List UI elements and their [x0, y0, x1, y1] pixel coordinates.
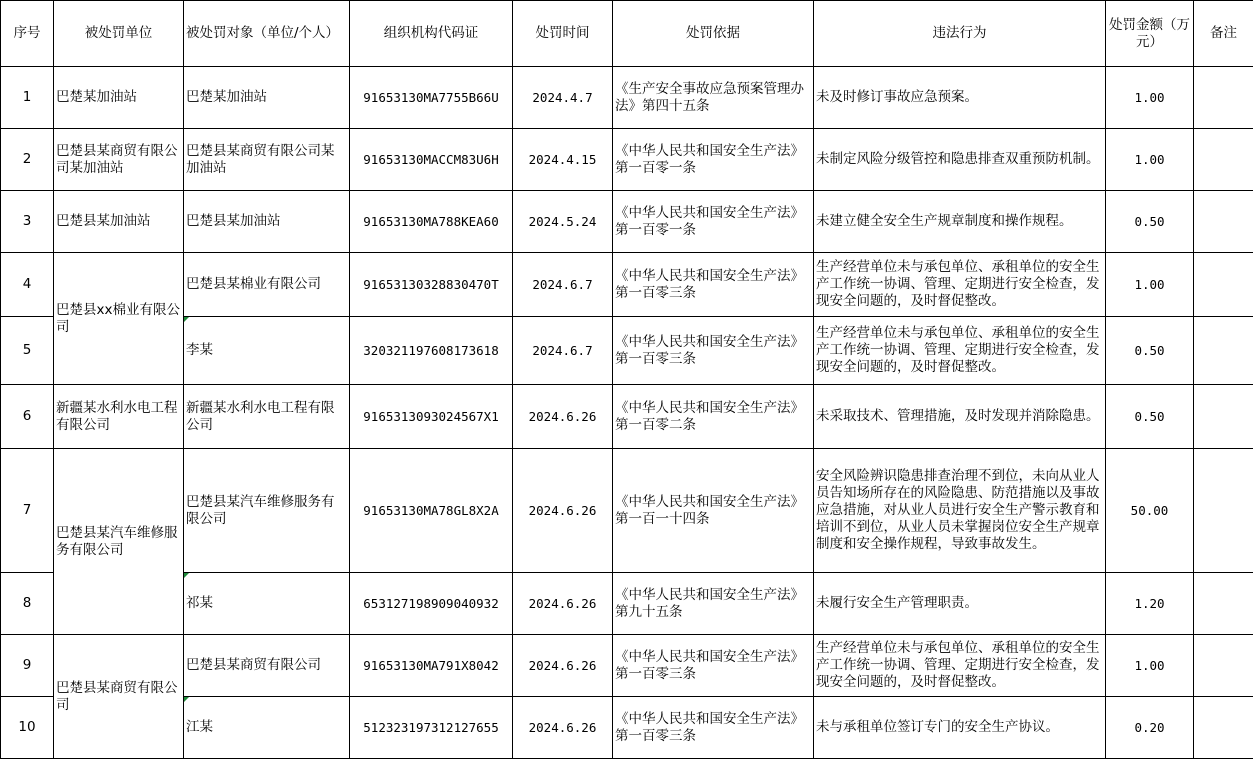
cell-note — [1194, 253, 1253, 317]
cell-violation: 未采取技术、管理措施，及时发现并消除隐患。 — [814, 385, 1106, 449]
cell-time: 2024.6.26 — [513, 697, 613, 759]
cell-note — [1194, 129, 1253, 191]
cell-unit: 新疆某水利水电工程有限公司 — [54, 385, 184, 449]
cell-violation: 未制定风险分级管控和隐患排查双重预防机制。 — [814, 129, 1106, 191]
cell-note — [1194, 697, 1253, 759]
table-row — [1, 449, 1253, 573]
table-row — [1, 129, 1253, 191]
table-row — [1, 67, 1253, 129]
cell-time: 2024.6.7 — [513, 253, 613, 317]
cell-target: 李某 — [184, 317, 350, 385]
cell-unit: 巴楚某加油站 — [54, 67, 184, 129]
cell-violation: 生产经营单位未与承包单位、承租单位的安全生产工作统一协调、管理、定期进行安全检查，发现安全问题的，及时督促整改。 — [814, 253, 1106, 317]
cell-violation: 生产经营单位未与承包单位、承租单位的安全生产工作统一协调、管理、定期进行安全检查，发现安全问题的，及时督促整改。 — [814, 317, 1106, 385]
table-row — [1, 385, 1253, 449]
cell-unit: 巴楚县某汽车维修服务有限公司 — [54, 449, 184, 635]
cell-seq: 1 — [1, 67, 54, 129]
cell-time: 2024.4.7 — [513, 67, 613, 129]
cell-unit: 巴楚县某加油站 — [54, 191, 184, 253]
cell-seq: 3 — [1, 191, 54, 253]
cell-target: 巴楚县某汽车维修服务有限公司 — [184, 449, 350, 573]
cell-target: 新疆某水利水电工程有限公司 — [184, 385, 350, 449]
cell-note — [1194, 573, 1253, 635]
header-unit: 被处罚单位 — [54, 1, 184, 67]
cell-seq: 8 — [1, 573, 54, 635]
cell-violation: 未及时修订事故应急预案。 — [814, 67, 1106, 129]
cell-seq: 2 — [1, 129, 54, 191]
cell-amount: 50.00 — [1106, 449, 1194, 573]
cell-basis: 《中华人民共和国安全生产法》第一百零三条 — [613, 253, 814, 317]
cell-target: 巴楚县某加油站 — [184, 191, 350, 253]
cell-seq: 6 — [1, 385, 54, 449]
cell-basis: 《中华人民共和国安全生产法》第一百零三条 — [613, 317, 814, 385]
cell-amount: 1.00 — [1106, 635, 1194, 697]
cell-code: 512323197312127655 — [350, 697, 513, 759]
table-row — [1, 573, 1253, 635]
table-row — [1, 191, 1253, 253]
cell-amount: 0.50 — [1106, 317, 1194, 385]
cell-time: 2024.6.26 — [513, 635, 613, 697]
table-row — [1, 635, 1253, 697]
cell-target: 巴楚县某商贸有限公司 — [184, 635, 350, 697]
cell-time: 2024.5.24 — [513, 191, 613, 253]
cell-seq: 10 — [1, 697, 54, 759]
cell-time: 2024.6.26 — [513, 449, 613, 573]
cell-code: 9165313093024567X1 — [350, 385, 513, 449]
table-row — [1, 317, 1253, 385]
cell-note — [1194, 385, 1253, 449]
cell-amount: 1.00 — [1106, 253, 1194, 317]
cell-amount: 0.50 — [1106, 191, 1194, 253]
cell-violation: 未与承租单位签订专门的安全生产协议。 — [814, 697, 1106, 759]
cell-seq: 4 — [1, 253, 54, 317]
cell-violation: 安全风险辨识隐患排查治理不到位，未向从业人员告知场所存在的风险隐患、防范措施以及事故应急措施，对从业人员进行安全生产警示教育和培训不到位，从业人员未掌握岗位安全生产规章制度和安全操作规程，导致事故发生。 — [814, 449, 1106, 573]
header-violation: 违法行为 — [814, 1, 1106, 67]
cell-note — [1194, 67, 1253, 129]
header-amount: 处罚金额（万元） — [1106, 1, 1194, 67]
cell-code: 91653130328830470T — [350, 253, 513, 317]
header-target: 被处罚对象（单位/个人） — [184, 1, 350, 67]
cell-amount: 1.00 — [1106, 129, 1194, 191]
cell-note — [1194, 191, 1253, 253]
cell-amount: 1.20 — [1106, 573, 1194, 635]
cell-basis: 《中华人民共和国安全生产法》第一百零一条 — [613, 129, 814, 191]
header-code: 组织机构代码证 — [350, 1, 513, 67]
table-row — [1, 253, 1253, 317]
cell-target: 巴楚县某商贸有限公司某加油站 — [184, 129, 350, 191]
cell-basis: 《中华人民共和国安全生产法》第一百零三条 — [613, 635, 814, 697]
cell-unit: 巴楚县某商贸有限公司某加油站 — [54, 129, 184, 191]
cell-code: 653127198909040932 — [350, 573, 513, 635]
cell-code: 320321197608173618 — [350, 317, 513, 385]
cell-target: 巴楚某加油站 — [184, 67, 350, 129]
cell-basis: 《生产安全事故应急预案管理办法》第四十五条 — [613, 67, 814, 129]
cell-time: 2024.6.26 — [513, 385, 613, 449]
cell-time: 2024.6.7 — [513, 317, 613, 385]
header-note: 备注 — [1194, 1, 1253, 67]
cell-basis: 《中华人民共和国安全生产法》第一百零二条 — [613, 385, 814, 449]
cell-time: 2024.6.26 — [513, 573, 613, 635]
cell-basis: 《中华人民共和国安全生产法》第一百零三条 — [613, 697, 814, 759]
cell-target: 巴楚县某棉业有限公司 — [184, 253, 350, 317]
cell-unit: 巴楚县某商贸有限公司 — [54, 635, 184, 759]
cell-amount: 0.50 — [1106, 385, 1194, 449]
cell-note — [1194, 449, 1253, 573]
cell-seq: 7 — [1, 449, 54, 573]
cell-violation: 生产经营单位未与承包单位、承租单位的安全生产工作统一协调、管理、定期进行安全检查，发现安全问题的，及时督促整改。 — [814, 635, 1106, 697]
cell-basis: 《中华人民共和国安全生产法》第一百一十四条 — [613, 449, 814, 573]
cell-unit: 巴楚县xx棉业有限公司 — [54, 253, 184, 385]
cell-code: 91653130MACCM83U6H — [350, 129, 513, 191]
cell-seq: 5 — [1, 317, 54, 385]
table-row — [1, 697, 1253, 759]
cell-code: 91653130MA78GL8X2A — [350, 449, 513, 573]
cell-time: 2024.4.15 — [513, 129, 613, 191]
cell-note — [1194, 317, 1253, 385]
cell-note — [1194, 635, 1253, 697]
cell-basis: 《中华人民共和国安全生产法》第九十五条 — [613, 573, 814, 635]
header-row — [1, 1, 1253, 67]
cell-code: 91653130MA7755B66U — [350, 67, 513, 129]
header-time: 处罚时间 — [513, 1, 613, 67]
cell-target: 江某 — [184, 697, 350, 759]
cell-code: 91653130MA788KEA60 — [350, 191, 513, 253]
cell-amount: 0.20 — [1106, 697, 1194, 759]
header-basis: 处罚依据 — [613, 1, 814, 67]
cell-seq: 9 — [1, 635, 54, 697]
cell-basis: 《中华人民共和国安全生产法》第一百零一条 — [613, 191, 814, 253]
cell-target: 祁某 — [184, 573, 350, 635]
cell-amount: 1.00 — [1106, 67, 1194, 129]
cell-code: 91653130MA791X8042 — [350, 635, 513, 697]
header-seq: 序号 — [1, 1, 54, 67]
cell-violation: 未履行安全生产管理职责。 — [814, 573, 1106, 635]
cell-violation: 未建立健全安全生产规章制度和操作规程。 — [814, 191, 1106, 253]
